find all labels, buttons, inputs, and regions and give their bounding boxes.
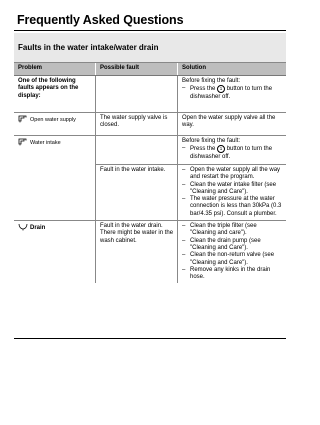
fault-rows — [14, 76, 286, 283]
drain-step: – Clean the triple filter (see "Cleaning and care"). — [182, 223, 283, 238]
power-button-icon: 1 — [217, 85, 225, 93]
drain-step: – Clean the non-return valve (see "Cleaning and Care"). — [182, 252, 283, 267]
intro-fault-empty — [96, 76, 178, 113]
water-intake-fault-empty — [96, 136, 178, 165]
intro-problem: One of the following faults appears on the display: — [14, 76, 96, 113]
faq-table — [14, 33, 286, 283]
section-title: Faults in the water intake/water drain — [14, 33, 286, 63]
drain-problem: Drain — [14, 221, 96, 283]
drain-step: – Remove any kinks in the drain hose. — [182, 267, 283, 282]
water-intake-steps — [178, 165, 286, 221]
col-solution: Solution — [182, 65, 206, 71]
drain-steps — [178, 221, 286, 283]
water-intake-solution-lead: Before fixing the fault: – Press the 1 button to turn the dishwasher off. — [178, 136, 286, 165]
column-headers — [14, 63, 286, 76]
open-supply-solution: Open the water supply valve all the way. — [178, 113, 286, 136]
drain-icon — [18, 223, 28, 234]
water-intake-fault: Fault in the water intake. — [96, 165, 178, 221]
page-title: Frequently Asked Questions — [17, 13, 184, 27]
open-supply-fault: The water supply valve is closed. — [96, 113, 178, 136]
table-bottom-rule — [14, 338, 286, 339]
intro-solution — [178, 76, 286, 113]
tap-icon — [18, 115, 28, 126]
intro-press-step: – Press the 1 button to turn the dishwasher off. — [182, 85, 283, 101]
title-rule — [14, 30, 286, 31]
col-problem: Problem — [14, 63, 96, 75]
drain-step: – Clean the drain pump (see "Cleaning and Care"). — [182, 238, 283, 253]
water-intake-problem: Water intake — [14, 136, 96, 165]
tap-icon — [18, 138, 28, 149]
water-intake-press-step: – Press the 1 button to turn the dishwasher off. — [182, 145, 283, 161]
water-intake-step: – The water pressure at the water connection is less than 30kPa (0.3 bar/4.35 psi). Consult a plumber. — [182, 196, 283, 218]
open-supply-problem: Open water supply — [14, 113, 96, 136]
water-intake-problem-cont — [14, 165, 96, 221]
drain-fault: Fault in the water drain. There might be water in the wash cabinet. — [96, 221, 178, 283]
intro-solution-lead: Before fixing the fault: — [182, 78, 241, 84]
power-button-icon: 1 — [217, 145, 225, 153]
water-intake-step: – Clean the water intake filter (see "Cleaning and Care"). — [182, 182, 283, 197]
water-intake-step: – Open the water supply all the way and restart the program. — [182, 167, 283, 182]
col-fault: Possible fault — [96, 63, 178, 75]
